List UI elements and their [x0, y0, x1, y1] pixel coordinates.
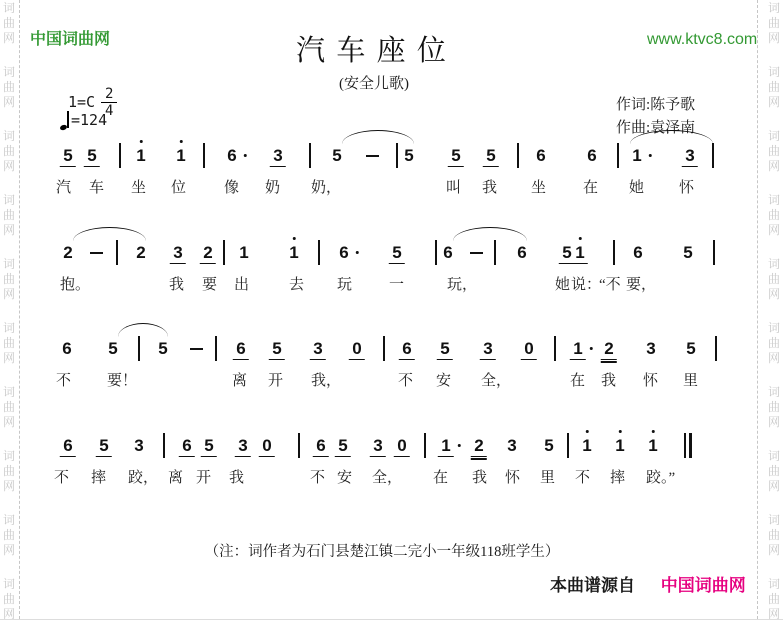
watermark-char: 曲: [2, 16, 15, 30]
lyric: 怀: [679, 180, 695, 196]
watermark-char: 词: [2, 193, 15, 207]
site-url-link[interactable]: www.ktvc8.com: [647, 31, 758, 48]
lyric: 在: [433, 470, 449, 486]
watermark-char: 网: [2, 223, 15, 237]
note: 3: [134, 436, 144, 455]
note: 1: [629, 146, 645, 165]
lyric: 在: [570, 373, 586, 389]
note: 6: [233, 339, 249, 360]
watermark-char: 曲: [767, 272, 780, 286]
lyricist-credit: 作词:陈予歌: [616, 97, 696, 113]
barline: [223, 240, 225, 265]
lyric: 在: [583, 180, 599, 196]
note: 6: [224, 146, 240, 165]
lyric: 里: [683, 373, 699, 389]
final-barline-thin: [684, 433, 686, 458]
note: 1: [612, 436, 628, 455]
watermark-gap: [766, 367, 782, 384]
note: 5: [335, 436, 351, 457]
watermark-char: 曲: [767, 592, 780, 606]
note: 6: [60, 436, 76, 457]
lyric: 去: [289, 277, 305, 293]
barline: [517, 143, 519, 168]
watermark-char: 词: [2, 385, 15, 399]
watermark-char: 词: [767, 1, 780, 15]
barline: [203, 143, 205, 168]
lyric: 汽: [56, 180, 72, 196]
watermark-char: 词: [767, 513, 780, 527]
barline: [494, 240, 496, 265]
half-note-dash: [366, 155, 379, 157]
lyric: 抱。: [60, 277, 91, 293]
watermark-char: 词: [767, 257, 780, 271]
watermark-char: 词: [767, 577, 780, 591]
barline: [554, 336, 556, 361]
note: 3: [480, 339, 496, 360]
tempo-value: =124: [71, 111, 108, 129]
lyric: 要！: [107, 373, 138, 389]
watermark-char: 网: [767, 159, 780, 173]
note: 2: [63, 243, 73, 262]
note: 1: [572, 243, 588, 264]
barline: [116, 240, 118, 265]
half-note-dash: [470, 252, 483, 254]
watermark-char: 曲: [767, 208, 780, 222]
watermark-char: 曲: [2, 528, 15, 542]
duration-dot: [356, 251, 359, 254]
composer-credit: 作曲:袁泽南: [616, 120, 696, 136]
lyric: 奶，: [311, 180, 342, 196]
watermark-char: 网: [767, 479, 780, 493]
lyric: 我: [601, 373, 617, 389]
watermark-char: 词: [2, 1, 15, 15]
note: 5: [60, 146, 76, 167]
watermark-char: 词: [767, 321, 780, 335]
duration-dot: [590, 347, 593, 350]
watermark-gap: [1, 495, 17, 512]
watermark-char: 曲: [767, 336, 780, 350]
note: 5: [108, 339, 118, 358]
note: 1: [645, 436, 661, 455]
barline: [715, 336, 717, 361]
barline: [163, 433, 165, 458]
slur-arc: [73, 227, 146, 241]
lyric: 里: [540, 470, 556, 486]
lyric: “不: [599, 277, 621, 293]
lyric: 摔: [610, 470, 626, 486]
note: 1: [570, 339, 586, 360]
lyric: 我: [169, 277, 185, 293]
lyric: 全，: [372, 470, 403, 486]
watermark-char: 网: [767, 31, 780, 45]
half-note-dash: [190, 348, 203, 350]
lyric: 奶: [265, 180, 281, 196]
note: 0: [259, 436, 275, 457]
note: 2: [136, 243, 146, 262]
octave-dot: [293, 237, 296, 240]
note: 5: [559, 243, 575, 264]
final-barline-thick: [689, 433, 692, 458]
note: 3: [507, 436, 517, 455]
lyric: 我: [472, 470, 488, 486]
author-footnote: （注：词作者为石门县楚江镇二完小一年级118班学生）: [204, 544, 560, 560]
watermark-char: 词: [2, 257, 15, 271]
lyric: 玩，: [447, 277, 478, 293]
barline: [435, 240, 437, 265]
octave-dot: [579, 237, 582, 240]
song-subtitle: (安全儿歌): [339, 76, 409, 92]
watermark-char: 词: [2, 129, 15, 143]
watermark-gap: [1, 303, 17, 320]
note: 6: [399, 339, 415, 360]
lyric: 不: [54, 470, 70, 486]
note: 6: [517, 243, 527, 262]
watermark-char: 曲: [2, 464, 15, 478]
watermark-char: 词: [2, 65, 15, 79]
note: 2: [601, 339, 617, 360]
note: 0: [394, 436, 410, 457]
note: 6: [62, 339, 72, 358]
note: 1: [133, 146, 149, 165]
watermark-char: 网: [2, 479, 15, 493]
lyric: 我，: [311, 373, 342, 389]
lyric: 不: [575, 470, 591, 486]
note: 6: [313, 436, 329, 457]
watermark-char: 词: [2, 321, 15, 335]
watermark-char: 曲: [767, 400, 780, 414]
watermark-char: 词: [767, 193, 780, 207]
note: 5: [332, 146, 342, 165]
lyric: 车: [89, 180, 105, 196]
barline: [613, 240, 615, 265]
note: 2: [471, 436, 487, 457]
note: 5: [483, 146, 499, 167]
lyric: 怀: [643, 373, 659, 389]
lyric: 我: [482, 180, 498, 196]
watermark-gap: [1, 239, 17, 256]
note: 6: [633, 243, 643, 262]
lyric: 不: [398, 373, 414, 389]
lyric: 位: [171, 180, 187, 196]
note: 6: [587, 146, 597, 165]
watermark-char: 网: [767, 607, 780, 620]
barline: [567, 433, 569, 458]
note: 1: [579, 436, 595, 455]
slur-arc: [453, 227, 527, 241]
left-dashed-border: [19, 0, 20, 619]
note: 5: [269, 339, 285, 360]
watermark-char: 曲: [2, 272, 15, 286]
lyric: 离: [232, 373, 248, 389]
lyric: 开: [196, 470, 212, 486]
note: 5: [158, 339, 168, 358]
note: 3: [646, 339, 656, 358]
watermark-gap: [1, 47, 17, 64]
watermark-char: 网: [767, 415, 780, 429]
octave-dot: [652, 430, 655, 433]
lyric: 摔: [91, 470, 107, 486]
watermark-column-right: [766, 2, 782, 620]
watermark-char: 词: [767, 65, 780, 79]
lyric: 不: [56, 373, 72, 389]
note: 6: [336, 243, 352, 262]
barline: [119, 143, 121, 168]
note: 2: [200, 243, 216, 264]
barline: [424, 433, 426, 458]
lyric: 开: [268, 373, 284, 389]
note: 6: [443, 243, 453, 262]
note: 1: [438, 436, 454, 457]
barline: [138, 336, 140, 361]
note: 5: [683, 243, 693, 262]
watermark-char: 网: [2, 351, 15, 365]
lyric: 怀: [505, 470, 521, 486]
source-brand-link[interactable]: 中国词曲网: [660, 576, 746, 595]
watermark-char: 曲: [767, 16, 780, 30]
note: 3: [682, 146, 698, 167]
lyric: 像: [224, 180, 240, 196]
watermark-char: 词: [767, 129, 780, 143]
octave-dot: [140, 140, 143, 143]
lyric: 要，: [626, 277, 657, 293]
watermark-char: 曲: [2, 208, 15, 222]
lyric: 跤，: [128, 470, 159, 486]
octave-dot: [180, 140, 183, 143]
watermark-char: 网: [767, 543, 780, 557]
barline: [617, 143, 619, 168]
watermark-char: 网: [2, 607, 15, 620]
watermark-char: 网: [767, 287, 780, 301]
note: 3: [170, 243, 186, 264]
watermark-gap: [1, 431, 17, 448]
time-signature-numerator: 2: [101, 86, 117, 103]
slur-arc: [342, 130, 414, 144]
note: 5: [84, 146, 100, 167]
barline: [298, 433, 300, 458]
right-dashed-border: [757, 0, 758, 619]
half-note-dash: [90, 252, 103, 254]
watermark-char: 词: [767, 449, 780, 463]
watermark-char: 词: [2, 449, 15, 463]
watermark-char: 词: [2, 577, 15, 591]
note: 0: [349, 339, 365, 360]
note: 5: [389, 243, 405, 264]
barline: [383, 336, 385, 361]
watermark-char: 曲: [2, 144, 15, 158]
note: 3: [270, 146, 286, 167]
note: 5: [96, 436, 112, 457]
site-name-link[interactable]: 中国词曲网: [30, 31, 111, 48]
barline: [713, 240, 715, 265]
lyric: 她: [629, 180, 645, 196]
octave-dot: [586, 430, 589, 433]
note: 5: [544, 436, 554, 455]
watermark-char: 网: [2, 159, 15, 173]
song-title: 汽 车 座 位: [296, 35, 448, 67]
duration-dot: [244, 154, 247, 157]
watermark-column-left: [1, 2, 17, 620]
note: 3: [370, 436, 386, 457]
watermark-char: 曲: [767, 464, 780, 478]
watermark-gap: [1, 367, 17, 384]
note: 1: [239, 243, 249, 262]
duration-dot: [649, 154, 652, 157]
note: 6: [536, 146, 546, 165]
watermark-gap: [766, 47, 782, 64]
note: 6: [179, 436, 195, 457]
watermark-gap: [766, 175, 782, 192]
second-underline: [601, 361, 617, 363]
barline: [712, 143, 714, 168]
lyric: 坐: [531, 180, 547, 196]
watermark-gap: [766, 559, 782, 576]
note: 5: [437, 339, 453, 360]
lyric: 玩: [337, 277, 353, 293]
watermark-char: 曲: [767, 528, 780, 542]
lyric: 一: [389, 277, 405, 293]
watermark-gap: [766, 303, 782, 320]
watermark-char: 网: [2, 415, 15, 429]
watermark-char: 网: [2, 31, 15, 45]
barline: [309, 143, 311, 168]
watermark-gap: [1, 111, 17, 128]
quarter-note-icon: [60, 110, 71, 130]
tempo-marking: [60, 110, 107, 130]
watermark-gap: [1, 175, 17, 192]
key-signature: 1=C: [68, 93, 96, 111]
watermark-char: 曲: [2, 400, 15, 414]
note: 1: [286, 243, 302, 262]
lyric: 离: [168, 470, 184, 486]
note: 5: [201, 436, 217, 457]
octave-dot: [619, 430, 622, 433]
watermark-char: 网: [767, 223, 780, 237]
watermark-char: 曲: [767, 144, 780, 158]
lyric: 出: [234, 277, 250, 293]
second-underline: [471, 458, 487, 460]
watermark-gap: [1, 559, 17, 576]
lyric: 她: [555, 277, 571, 293]
watermark-char: 网: [2, 287, 15, 301]
note: 5: [686, 339, 696, 358]
lyric: 我: [229, 470, 245, 486]
watermark-gap: [766, 495, 782, 512]
note: 0: [521, 339, 537, 360]
watermark-char: 词: [2, 513, 15, 527]
lyric: 全，: [481, 373, 512, 389]
watermark-char: 网: [767, 95, 780, 109]
watermark-char: 网: [2, 543, 15, 557]
watermark-char: 网: [767, 351, 780, 365]
barline: [396, 143, 398, 168]
lyric: 要: [202, 277, 218, 293]
watermark-gap: [766, 111, 782, 128]
lyric: 跤。”: [646, 470, 676, 486]
watermark-char: 曲: [2, 592, 15, 606]
watermark-char: 词: [767, 385, 780, 399]
lyric: 安: [436, 373, 452, 389]
watermark-char: 曲: [2, 80, 15, 94]
barline: [215, 336, 217, 361]
source-line: [550, 571, 746, 596]
lyric: 不: [310, 470, 326, 486]
note: 1: [173, 146, 189, 165]
watermark-char: 曲: [767, 80, 780, 94]
duration-dot: [458, 444, 461, 447]
slur-arc: [118, 323, 168, 337]
watermark-char: 曲: [2, 336, 15, 350]
lyric: 安: [337, 470, 353, 486]
source-prefix: 本曲谱源自: [550, 576, 635, 595]
lyric: 坐: [131, 180, 147, 196]
barline: [318, 240, 320, 265]
note: 3: [310, 339, 326, 360]
watermark-gap: [766, 239, 782, 256]
lyric: 叫: [446, 180, 462, 196]
note: 5: [448, 146, 464, 167]
lyric: 说：: [571, 277, 602, 293]
watermark-gap: [766, 431, 782, 448]
note: 5: [404, 146, 414, 165]
note: 3: [235, 436, 251, 457]
time-signature-denominator: 4: [105, 103, 114, 119]
watermark-char: 网: [2, 95, 15, 109]
final-barline: [684, 433, 693, 458]
